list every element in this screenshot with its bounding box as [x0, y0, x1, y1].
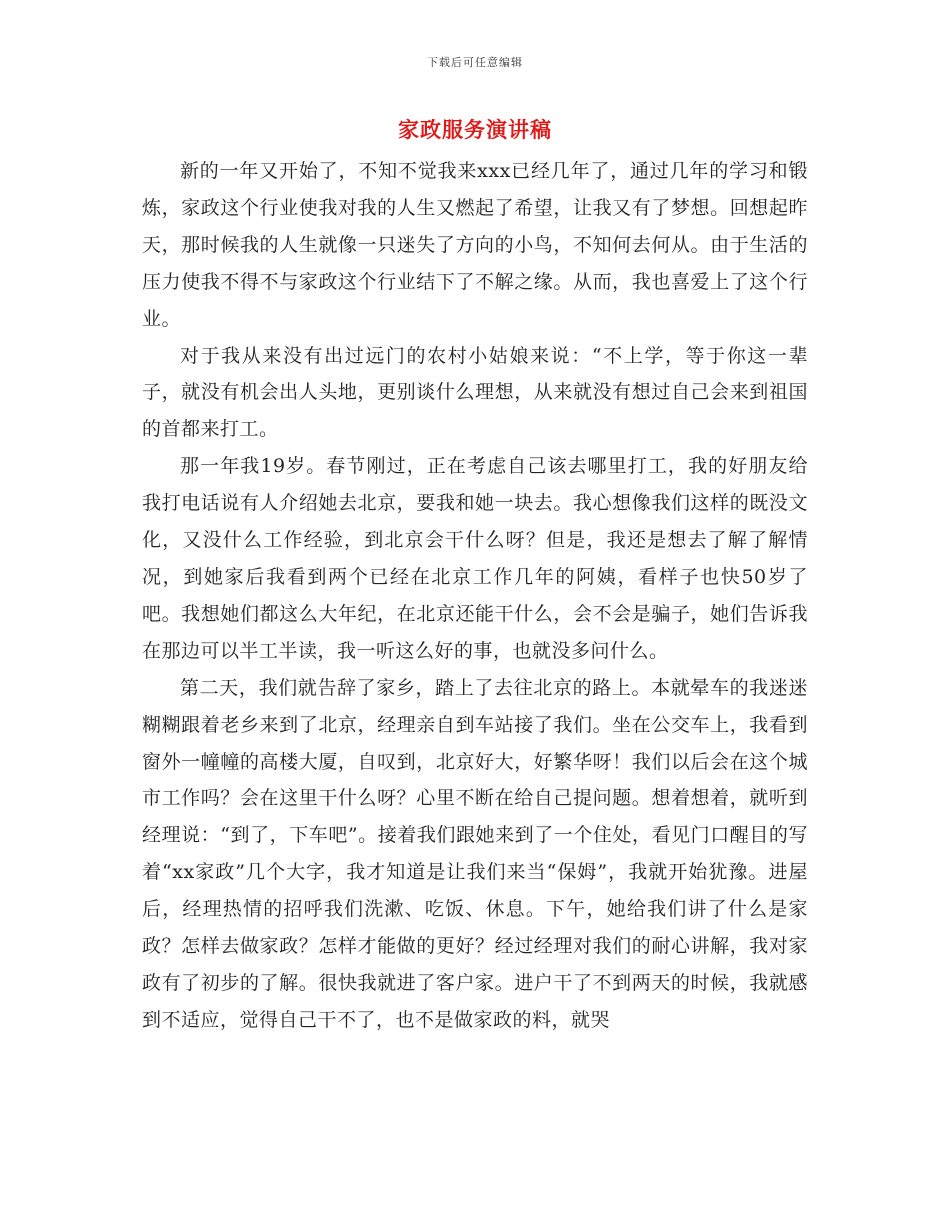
paragraph: 第二天，我们就告辞了家乡，踏上了去往北京的路上。本就晕车的我迷迷糊糊跟着老乡来到了北京，经理亲自到车站接了我们。坐在公交车上，我看到窗外一幢幢的高楼大厦，自叹到，北京好大，好繁华呀！我们以后会在这个城市工作吗？会在这里干什么呀？心里不断在给自己提问题。想着想着，就听到经理说：“到了，下车吧”。接着我们跟她来到了一个住处，看见门口醒目的写着“xx家政”几个大字，我才知道是让我们来当“保姆”，我就开始犹豫。进屋后，经理热情的招呼我们洗漱、吃饭、休息。下午，她给我们讲了什么是家政？怎样去做家政？怎样才能做的更好？经过经理对我们的耐心讲解，我对家政有了初步的了解。很快我就进了客户家。进户干了不到两天的时候，我就感到不适应，觉得自己干不了，也不是做家政的料，就哭: [142, 676, 808, 1031]
document-title: 家政服务演讲稿: [398, 117, 552, 142]
document-body: [142, 153, 808, 1039]
paragraph: 那一年我19岁。春节刚过，正在考虑自己该去哪里打工，我的好朋友给我打电话说有人介绍她去北京，要我和她一块去。我心想像我们这样的既没文化，又没什么工作经验，到北京会干什么呀？但是，我还是想去了解了解情况，到她家后我看到两个已经在北京工作几年的阿姨，看样子也快50岁了吧。我想她们都这么大年纪，在北京还能干什么，会不会是骗子，她们告诉我在那边可以半工半读，我一听这么好的事，也就没多问什么。: [142, 455, 808, 662]
paragraph: 新的一年又开始了，不知不觉我来xxx已经几年了，通过几年的学习和锻炼，家政这个行业使我对我的人生又燃起了希望，让我又有了梦想。回想起昨天，那时候我的人生就像一只迷失了方向的小鸟，不知何去何从。由于生活的压力使我不得不与家政这个行业结下了不解之缘。从而，我也喜爱上了这个行业。: [142, 160, 808, 330]
page-header: 下载后可任意编辑: [427, 56, 523, 69]
paragraph: 对于我从来没有出过远门的农村小姑娘来说：“不上学，等于你这一辈子，就没有机会出人头地，更别谈什么理想，从来就没有想过自己会来到祖国的首都来打工。: [142, 344, 808, 441]
